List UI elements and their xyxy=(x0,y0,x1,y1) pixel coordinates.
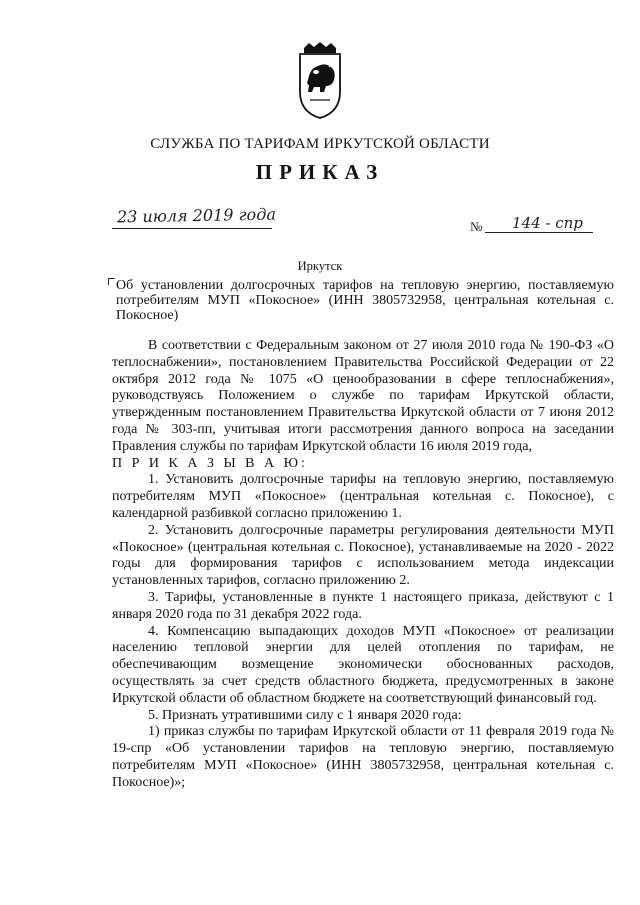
order-item-4: 4. Компенсацию выпадающих доходов МУП «Покосное» от реализации населению тепловой энергии для целей отопления по тарифам, не обеспечивающим возмещение экономически обоснованных расходов, осуществлять за счет средств областного бюджета, предусмотренных в законе Иркутской области об областном бюджете на соответствующий финансовый год. xyxy=(112,623,614,706)
preamble-paragraph: В соответствии с Федеральным законом от 27 июля 2010 года № 190-ФЗ «О теплоснабжении», постановлением Правительства Российской Федерации от 22 октября 2012 года № 1075 «О ценообразовании в сфере теплоснабжения», руководствуясь Положением о службе по тарифам Иркутской области, утвержденным постановлением Правительства Иркутской области от 7 июня 2012 года № 303-пп, учитывая итоги рассмотрения данного вопроса на заседании Правления службы по тарифам Иркутской области 16 июля 2019 года, xyxy=(112,338,614,454)
date-underline xyxy=(112,228,272,229)
order-subitem-5-1: 1) приказ службы по тарифам Иркутской области от 11 февраля 2019 года № 19-спр «Об установлении тарифов на тепловую энергию, поставляемую потребителям МУП «Покосное» (ИНН 3805732958, центральная котельная с. Покосное)»; xyxy=(112,724,614,790)
handwritten-number: 144 - спр xyxy=(512,214,583,232)
number-label: № xyxy=(470,219,483,234)
handwritten-date: 23 июля 2019 года xyxy=(116,204,277,227)
document-body xyxy=(112,338,614,792)
coat-of-arms-emblem xyxy=(296,40,344,120)
agency-name: СЛУЖБА ПО ТАРИФАМ ИРКУТСКОЙ ОБЛАСТИ xyxy=(150,136,490,152)
order-word: П Р И К А З Ы В А Ю: xyxy=(112,455,308,471)
order-item-3: 3. Тарифы, установленные в пункте 1 настоящего приказа, действуют с 1 января 2020 года по 31 декабря 2022 года. xyxy=(112,589,614,622)
number-underline xyxy=(485,232,593,233)
order-item-5: 5. Признать утратившими силу с 1 января 2020 года: xyxy=(148,707,462,723)
order-item-1: 1. Установить долгосрочные тарифы на тепловую энергию, поставляемую потребителям МУП «Покосное» (центральная котельная с. Покосное), с календарной разбивкой согласно приложению 1. xyxy=(112,472,614,521)
order-subject: Об установлении долгосрочных тарифов на тепловую энергию, поставляемую потребителям МУП «Покосное» (ИНН 3805732958, центральная котельная с. Покосное) xyxy=(116,278,614,323)
document-title: ПРИКАЗ xyxy=(255,160,385,184)
order-item-2: 2. Установить долгосрочные параметры регулирования деятельности МУП «Покосное» (центральная котельная с. Покосное), устанавливаемые на 2020 - 2022 годы для формирования тарифов с использованием метода индексации установленных тарифов, согласно приложению 2. xyxy=(112,522,614,589)
subject-corner-bracket xyxy=(108,278,115,285)
city-name: Иркутск xyxy=(297,259,343,273)
